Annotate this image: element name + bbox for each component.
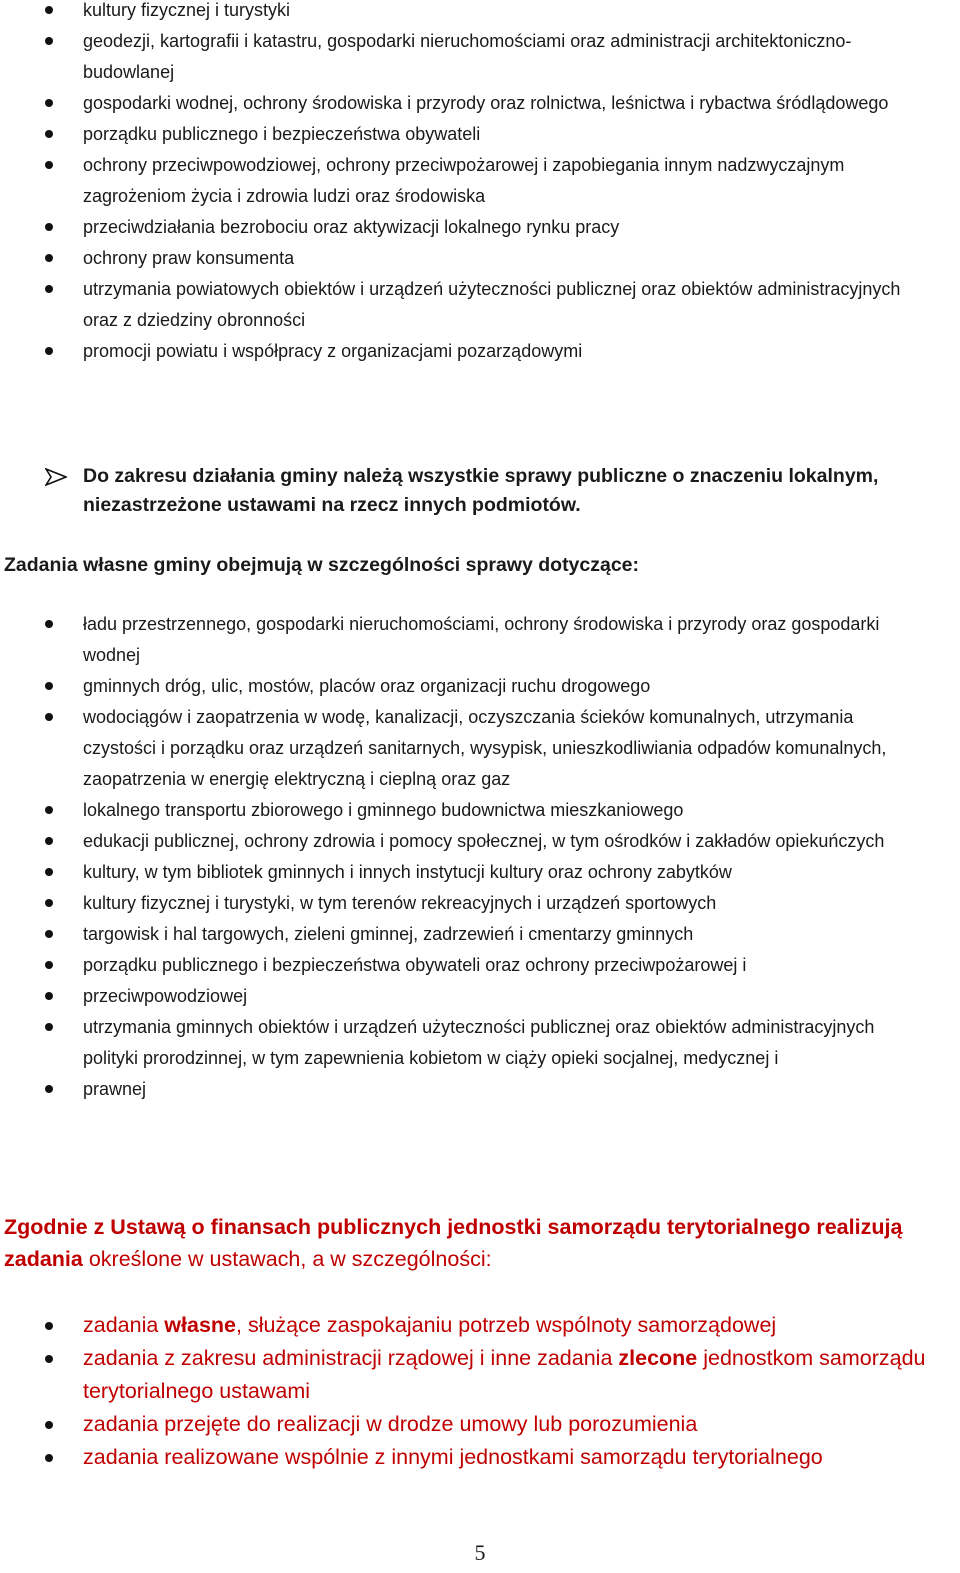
list-item: zadania przejęte do realizacji w drodze umowy lub porozumienia (0, 1408, 960, 1441)
finance-law-bold: Zgodnie z Ustawą o finansach publicznych jednostki samorządu terytorialnego realizują zadania (4, 1215, 903, 1271)
bullet-icon (45, 806, 53, 814)
list-item: gminnych dróg, ulic, mostów, placów oraz organizacji ruchu drogowego (0, 671, 960, 702)
list-item: ładu przestrzennego, gospodarki nieruchomościami, ochrony środowiska i przyrody oraz gospodarki wodnej (0, 609, 960, 671)
bullet-icon (45, 223, 53, 231)
arrow-bullet-icon (45, 468, 67, 486)
bullet-icon (45, 1355, 53, 1363)
gmina-tasks-list (0, 609, 960, 1105)
list-item: przeciwdziałania bezrobociu oraz aktywizacji lokalnego rynku pracy (0, 212, 960, 243)
list-item: lokalnego transportu zbiorowego i gminnego budownictwa mieszkaniowego (0, 795, 960, 826)
list-item: ochrony praw konsumenta (0, 243, 960, 274)
list-item: targowisk i hal targowych, zieleni gminnej, zadrzewień i cmentarzy gminnych (0, 919, 960, 950)
bullet-icon (45, 868, 53, 876)
bullet-icon (45, 837, 53, 845)
list-item: zadania realizowane wspólnie z innymi jednostkami samorządu terytorialnego (0, 1441, 960, 1474)
list-item: gospodarki wodnej, ochrony środowiska i przyrody oraz rolnictwa, leśnictwa i rybactwa śródlądowego (0, 88, 960, 119)
list-item: polityki prorodzinnej, w tym zapewnienia kobietom w ciąży opieki socjalnej, medycznej i (83, 1048, 779, 1068)
bullet-icon (45, 961, 53, 969)
bullet-icon (45, 254, 53, 262)
list-item: zadania z zakresu administracji rządowej i inne zadania zlecone jednostkom samorządu terytorialnego ustawami (0, 1342, 960, 1408)
list-item: prawnej (0, 1074, 960, 1105)
bullet-icon (45, 713, 53, 721)
bullet-icon (45, 161, 53, 169)
bullet-icon (45, 992, 53, 1000)
bullet-icon (45, 37, 53, 45)
list-item: zadania własne, służące zaspokajaniu potrzeb wspólnoty samorządowej (0, 1309, 960, 1342)
bullet-icon (45, 285, 53, 293)
list-item: kultury fizycznej i turystyki, w tym terenów rekreacyjnych i urządzeń sportowych (0, 888, 960, 919)
list-item: wodociągów i zaopatrzenia w wodę, kanalizacji, oczyszczania ścieków komunalnych, utrzymania czystości i porządku oraz urządzeń sanitarnych, wysypisk, unieszkodliwiania odpadów komunalnych, zaopatrzenia w energię elektryczną i cieplną oraz gaz (0, 702, 960, 795)
task-types-list (0, 1309, 960, 1474)
bullet-icon (45, 620, 53, 628)
list-item: kultury fizycznej i turystyki (0, 0, 960, 26)
bullet-icon (45, 99, 53, 107)
list-item: porządku publicznego i bezpieczeństwa obywateli oraz ochrony przeciwpożarowej i (0, 950, 960, 981)
page-number: 5 (474, 1540, 486, 1565)
list-item: utrzymania powiatowych obiektów i urządzeń użyteczności publicznej oraz obiektów administracyjnych oraz z dziedziny obronności (0, 274, 960, 336)
bullet-icon (45, 1454, 53, 1462)
powiat-tasks-list (0, 0, 960, 367)
bullet-icon (45, 899, 53, 907)
list-item: geodezji, kartografii i katastru, gospodarki nieruchomościami oraz administracji architektoniczno-budowlanej (0, 26, 960, 88)
section-heading: Zadania własne gminy obejmują w szczególności sprawy dotyczące: (4, 554, 640, 576)
bullet-icon (45, 1085, 53, 1093)
list-item: promocji powiatu i współpracy z organizacjami pozarządowymi (0, 336, 960, 367)
list-item: kultury, w tym bibliotek gminnych i innych instytucji kultury oraz ochrony zabytków (0, 857, 960, 888)
scope-text: Do zakresu działania gminy należą wszystkie sprawy publiczne o znaczeniu lokalnym, niezastrzeżone ustawami na rzecz innych podmiotów. (83, 465, 879, 516)
bullet-icon (45, 347, 53, 355)
finance-law-paragraph (4, 1211, 959, 1275)
bullet-icon (45, 930, 53, 938)
bullet-icon (45, 682, 53, 690)
list-item: utrzymania gminnych obiektów i urządzeń użyteczności publicznej oraz obiektów administracyjnych (0, 1012, 960, 1043)
list-item: edukacji publicznej, ochrony zdrowia i pomocy społecznej, w tym ośrodków i zakładów opiekuńczych (0, 826, 960, 857)
bullet-icon (45, 1421, 53, 1429)
list-item: ochrony przeciwpowodziowej, ochrony przeciwpożarowej i zapobiegania innym nadzwyczajnym zagrożeniom życia i zdrowia ludzi oraz środowiska (0, 150, 960, 212)
bullet-icon (45, 1322, 53, 1330)
bullet-icon (45, 1023, 53, 1031)
list-item: przeciwpowodziowej (0, 981, 960, 1012)
list-item: porządku publicznego i bezpieczeństwa obywateli (0, 119, 960, 150)
bullet-icon (45, 6, 53, 14)
bullet-icon (45, 130, 53, 138)
gmina-scope-statement (0, 462, 960, 520)
finance-law-rest: określone w ustawach, a w szczególności: (82, 1247, 492, 1271)
